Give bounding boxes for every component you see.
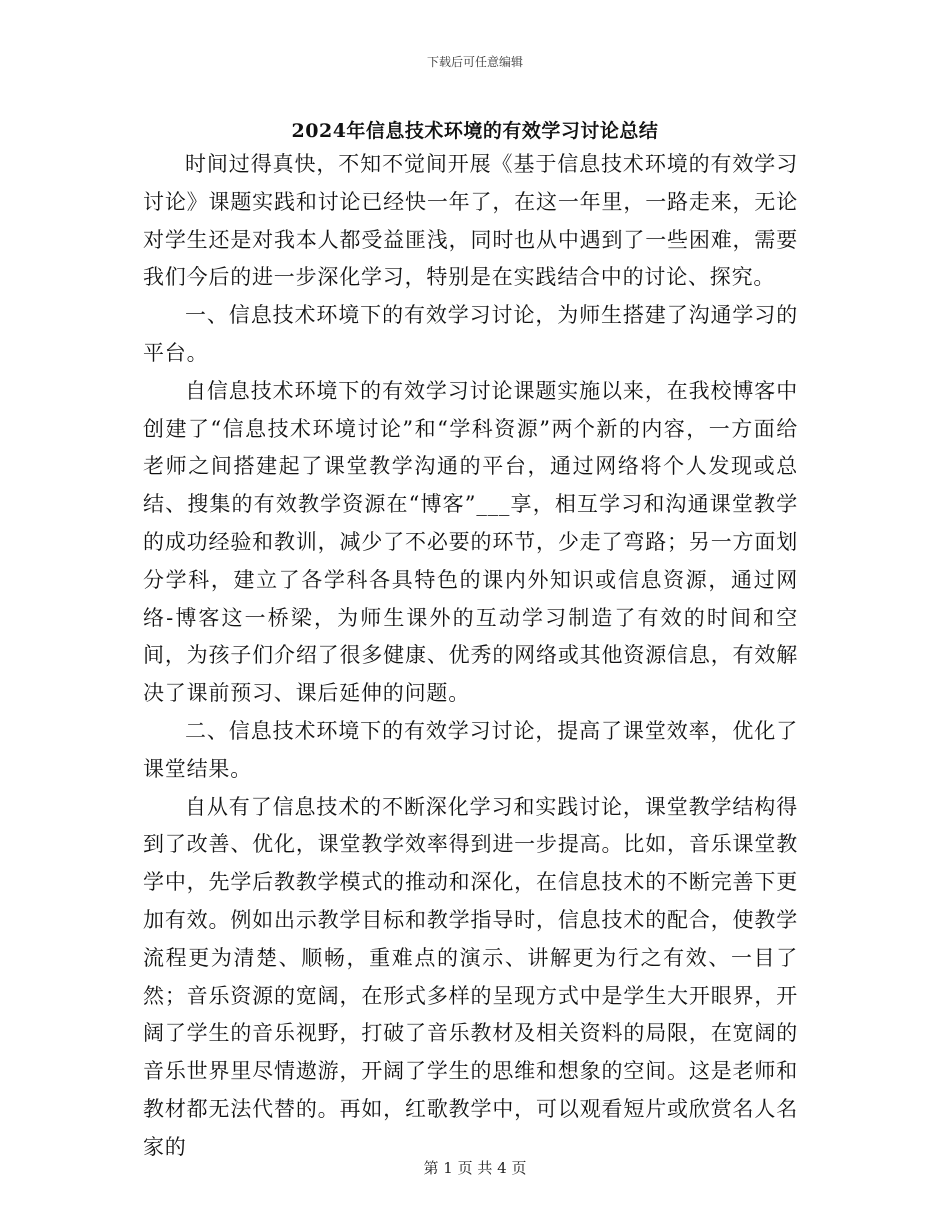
section-heading-1: 一、信息技术环境下的有效学习讨论，为师生搭建了沟通学习的平台。 xyxy=(143,303,798,365)
section-heading-2: 二、信息技术环境下的有效学习讨论，提高了课堂效率，优化了课堂结果。 xyxy=(143,718,798,781)
document-body xyxy=(143,146,798,1167)
paragraph-intro: 时间过得真快，不知不觉间开展《基于信息技术环境的有效学习讨论》课题实践和讨论已经快一年了，在这一年里，一路走来，无论对学生还是对我本人都受益匪浅，同时也从中遇到了一些困难，需要我们今后的进一步深化学习，特别是在实践结合中的讨论、探究。 xyxy=(143,152,798,290)
page-footer: 第 1 页 共 4 页 xyxy=(423,1159,527,1177)
paragraph-section-2: 自从有了信息技术的不断深化学习和实践讨论，课堂教学结构得到了改善、优化，课堂教学效率得到进一步提高。比如，音乐课堂教学中，先学后教教学模式的推动和深化，在信息技术的不断完善下更加有效。例如出示教学目标和教学指导时，信息技术的配合，使教学流程更为清楚、顺畅，重难点的演示、讲解更为行之有效、一目了然；音乐资源的宽阔，在形式多样的呈现方式中是学生大开眼界，开阔了学生的音乐视野，打破了音乐教材及相关资料的局限，在宽阔的音乐世界里尽情遨游，开阔了学生的思维和想象的空间。这是老师和教材都无法代替的。再如，红歌教学中，可以观看短片或欣赏名人名家的 xyxy=(143,794,798,1159)
document-title: 2024年信息技术环境的有效学习讨论总结 xyxy=(291,120,659,142)
header-note: 下载后可任意编辑 xyxy=(426,55,523,69)
paragraph-section-1: 自信息技术环境下的有效学习讨论课题实施以来，在我校博客中创建了“信息技术环境讨论”和“学科资源”两个新的内容，一方面给老师之间搭建起了课堂教学沟通的平台，通过网络将个人发现或总结、搜集的有效教学资源在“博客”___享，相互学习和沟通课堂教学的成功经验和教训，减少了不必要的环节，少走了弯路；另一方面划分学科，建立了各学科各具特色的课内外知识或信息资源，通过网络-博客这一桥梁，为师生课外的互动学习制造了有效的时间和空间，为孩子们介绍了很多健康、优秀的网络或其他资源信息，有效解决了课前预习、课后延伸的问题。 xyxy=(143,378,798,706)
